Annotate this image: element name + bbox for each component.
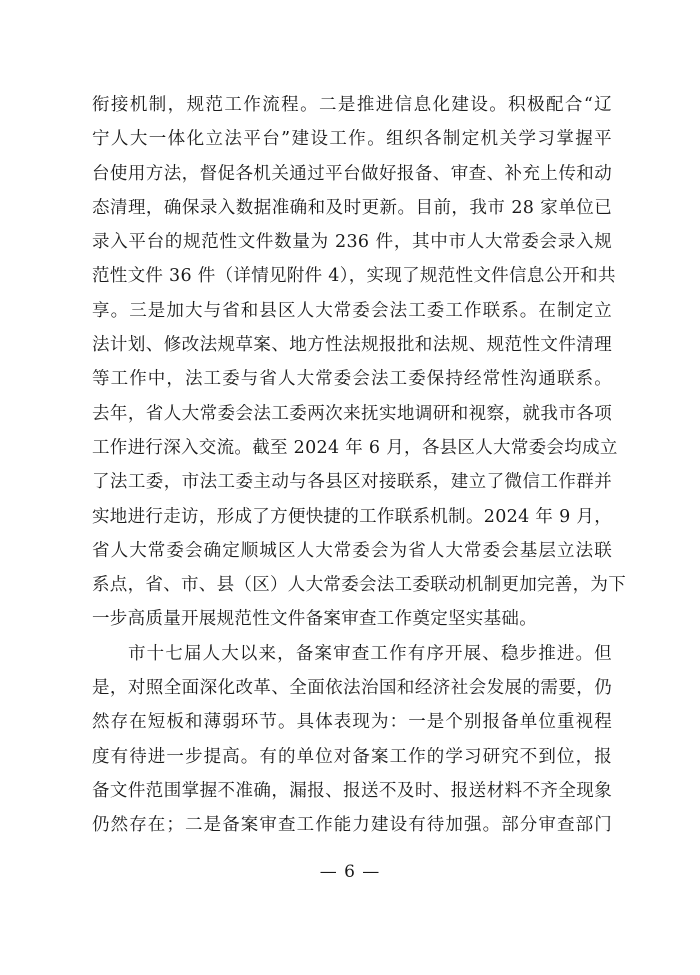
text-line: 度有待进一步提高。有的单位对备案工作的学习研究不到位，报 — [92, 746, 612, 767]
text-line: 系点，省、市、县（区）人大常委会法工委联动机制更加完善，为下 — [92, 575, 626, 596]
text-line: 实地进行走访，形成了方便快捷的工作联系机制。2024 年 9 月， — [92, 506, 612, 527]
text-line: 衔接机制，规范工作流程。二是推进信息化建设。积极配合“辽 — [92, 95, 612, 115]
text-line: 备文件范围掌握不准确，漏报、报送不及时、报送材料不齐全现象 — [92, 780, 612, 801]
page-number: — 6 — — [319, 862, 381, 882]
text-line: 一步高质量开展规范性文件备案审查工作奠定坚实基础。 — [92, 609, 537, 630]
text-line: 宁人大一体化立法平台”建设工作。组织各制定机关学习掌握平 — [92, 129, 612, 150]
text-line: 去年，省人大常委会法工委两次来抚实地调研和视察，就我市各项 — [92, 403, 612, 424]
text-line: 等工作中，法工委与省人大常委会法工委保持经常性沟通联系。 — [92, 369, 612, 390]
text-line: 录入平台的规范性文件数量为 236 件，其中市人大常委会录入规 — [92, 232, 612, 253]
text-line: 享。三是加大与省和县区人大常委会法工委工作联系。在制定立 — [92, 300, 612, 321]
text-line: 态清理，确保录入数据准确和及时更新。目前，我市 28 家单位已 — [92, 197, 612, 218]
paragraph — [92, 88, 626, 637]
paragraph — [92, 637, 612, 843]
text-line: 了法工委，市法工委主动与各县区对接联系，建立了微信工作群并 — [92, 472, 612, 493]
text-line: 是，对照全面深化改革、全面依法治国和经济社会发展的需要，仍 — [92, 678, 612, 699]
text-line: 工作进行深入交流。截至 2024 年 6 月，各县区人大常委会均成立 — [92, 437, 618, 458]
body-text — [92, 88, 626, 843]
text-line: 法计划、修改法规草案、地方性法规报批和法规、规范性文件清理 — [92, 335, 612, 356]
text-line: 然存在短板和薄弱环节。具体表现为：一是个别报备单位重视程 — [92, 712, 612, 733]
text-line: 市十七届人大以来，备案审查工作有序开展、稳步推进。但 — [128, 643, 612, 664]
text-line: 台使用方法，督促各机关通过平台做好报备、审查、补充上传和动 — [92, 163, 612, 184]
text-line: 省人大常委会确定顺城区人大常委会为省人大常委会基层立法联 — [92, 540, 612, 561]
text-line: 仍然存在；二是备案审查工作能力建设有待加强。部分审查部门 — [92, 815, 612, 836]
text-line: 范性文件 36 件（详情见附件 4），实现了规范性文件信息公开和共 — [92, 266, 616, 287]
